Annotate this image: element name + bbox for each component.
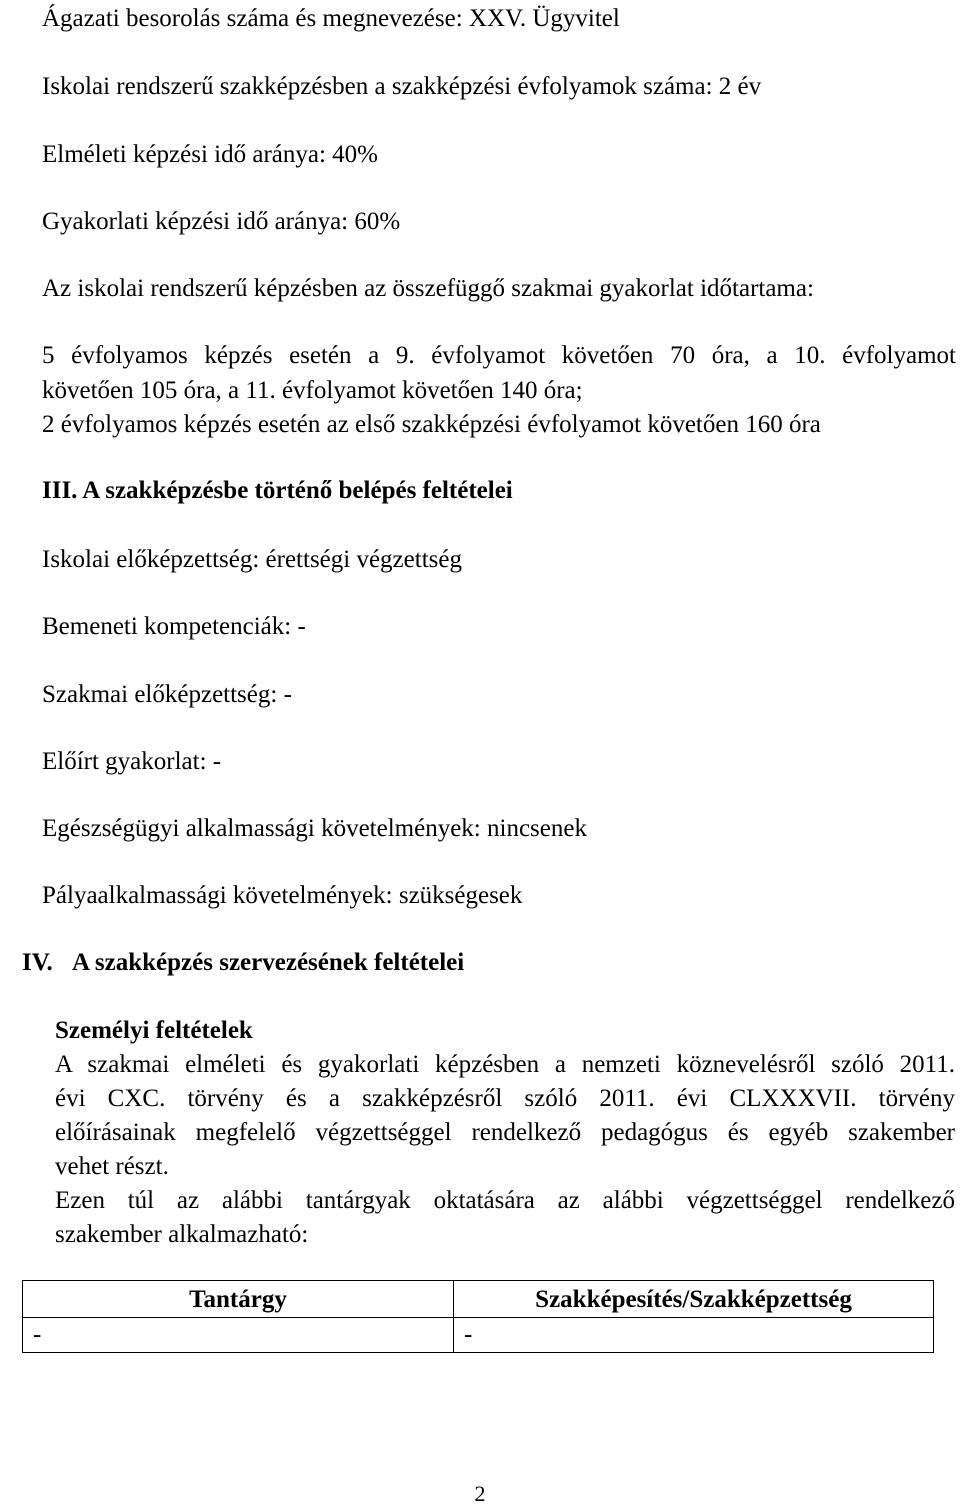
health-requirements-line: Egészségügyi alkalmassági követelmények: nincsenek <box>42 815 587 842</box>
paragraph-1-line-3: előírásainak megfelelő végzettséggel rendelkező pedagógus és egyéb szakember <box>55 1119 955 1146</box>
internship-2-year-line: 2 évfolyamos képzés esetén az első szakképzési évfolyamot követően 160 óra <box>42 411 821 438</box>
table-header-row <box>23 1281 934 1318</box>
personal-conditions-heading: Személyi feltételek <box>55 1017 253 1044</box>
header-subject: Tantárgy <box>23 1281 454 1318</box>
theory-ratio-line: Elméleti képzési idő aránya: 40% <box>42 141 378 168</box>
internship-line: Az iskolai rendszerű képzésben az összefüggő szakmai gyakorlat időtartama: <box>42 275 814 302</box>
cell-qualification: - <box>454 1318 934 1353</box>
required-practice-line: Előírt gyakorlat: - <box>42 748 222 775</box>
input-competencies-line: Bemeneti kompetenciák: - <box>42 613 306 640</box>
section-4-title: A szakképzés szervezésének feltételei <box>72 949 465 976</box>
paragraph-1-line-1: A szakmai elméleti és gyakorlati képzésben a nemzeti köznevelésről szóló 2011. <box>55 1051 955 1078</box>
cell-subject: - <box>23 1318 454 1353</box>
career-requirements-line: Pályaalkalmassági követelmények: szükségesek <box>42 882 523 909</box>
prior-education-line: Iskolai előképzettség: érettségi végzettség <box>42 546 462 573</box>
internship-5-year-line-2: követően 105 óra, a 11. évfolyamot követően 140 óra; <box>42 377 583 404</box>
practice-ratio-line: Gyakorlati képzési idő aránya: 60% <box>42 208 401 235</box>
section-4-number: IV. <box>22 949 53 976</box>
subjects-table <box>22 1280 934 1353</box>
internship-5-year-line-1: 5 évfolyamos képzés esetén a 9. évfolyamot követően 70 óra, a 10. évfolyamot <box>42 342 956 369</box>
section-3-heading: III. A szakképzésbe történő belépés feltételei <box>42 477 513 504</box>
page-number: 2 <box>474 1481 486 1506</box>
paragraph-2-line-2: szakember alkalmazható: <box>55 1221 309 1248</box>
paragraph-1-line-4: vehet részt. <box>55 1153 169 1180</box>
sector-line: Ágazati besorolás száma és megnevezése: XXV. Ügyvitel <box>42 5 620 32</box>
years-line: Iskolai rendszerű szakképzésben a szakképzési évfolyamok száma: 2 év <box>42 73 762 100</box>
table-row <box>23 1318 934 1353</box>
paragraph-1-line-2: évi CXC. törvény és a szakképzésről szóló 2011. évi CLXXXVII. törvény <box>55 1085 955 1112</box>
professional-prior-line: Szakmai előképzettség: - <box>42 681 292 708</box>
header-qualification: Szakképesítés/Szakképzettség <box>454 1281 934 1318</box>
paragraph-2-line-1: Ezen túl az alábbi tantárgyak oktatására az alábbi végzettséggel rendelkező <box>55 1187 955 1214</box>
